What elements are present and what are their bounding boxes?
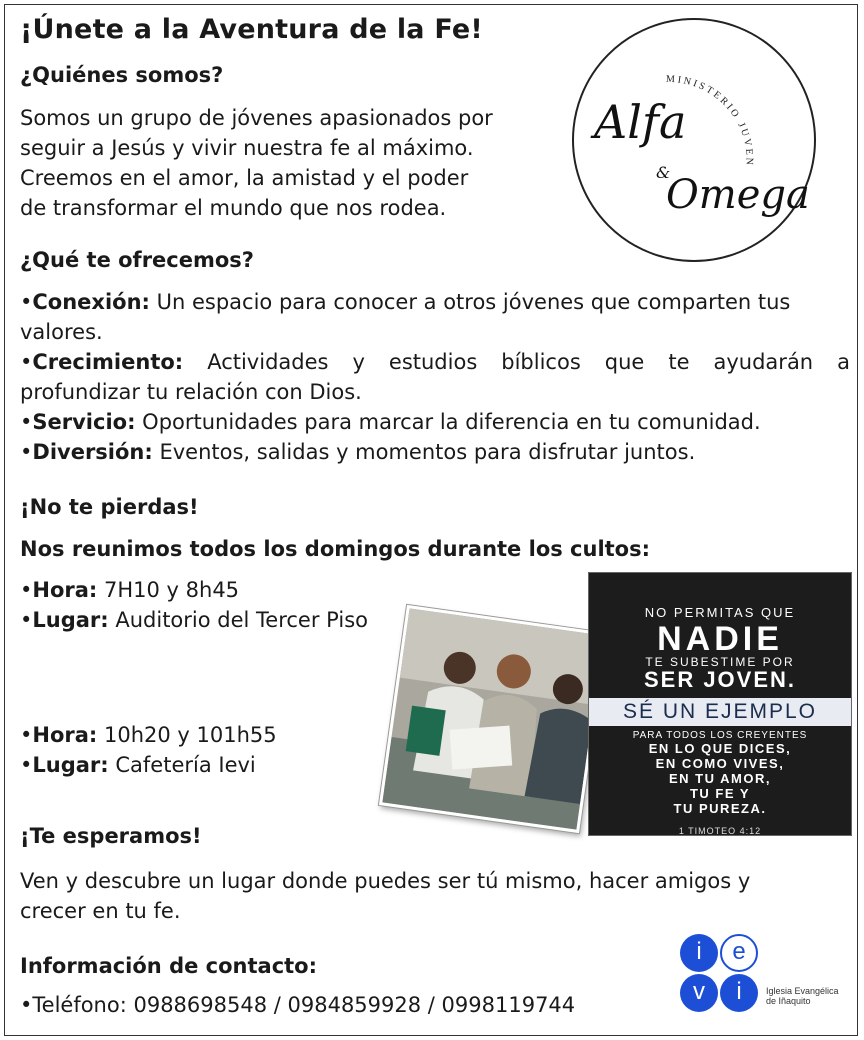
alfa-omega-logo	[572, 18, 816, 262]
verse-line: TE SUBESTIME POR	[645, 655, 795, 669]
verse-line: NADIE	[657, 620, 783, 658]
verse-line: EN TU AMOR,	[669, 771, 771, 786]
offer-item: •Crecimiento: Actividades y estudios bíblicos que te ayudarán a	[20, 350, 850, 374]
ievi-letter: i	[720, 974, 758, 1012]
ievi-logo	[678, 932, 853, 1022]
contact-heading: Información de contacto:	[20, 954, 318, 978]
offer-item: •Conexión: Un espacio para conocer a otros jóvenes que comparten tus	[20, 290, 791, 314]
youth-group-photo	[379, 605, 607, 833]
schedule-lugar: •Lugar: Auditorio del Tercer Piso	[20, 608, 368, 632]
bible-verse-card	[588, 572, 852, 836]
who-heading: ¿Quiénes somos?	[20, 63, 224, 87]
logo-arc-text: MINISTERIO JUVEN	[665, 73, 755, 168]
verse-line: TU FE Y	[689, 786, 751, 801]
verse-band: SÉ UN EJEMPLO	[589, 698, 851, 726]
contact-phones: •Teléfono: 0988698548 / 0984859928 / 0998119744	[20, 993, 576, 1017]
schedule-hora: •Hora: 10h20 y 101h55	[20, 723, 277, 747]
schedule-1	[20, 575, 368, 635]
logo-omega: Omega	[666, 172, 810, 218]
schedule-2	[20, 720, 277, 780]
schedule-lugar: •Lugar: Cafetería Ievi	[20, 753, 256, 777]
offer-item: •Diversión: Eventos, salidas y momentos para disfrutar juntos.	[20, 440, 696, 464]
verse-line: SER JOVEN.	[643, 667, 797, 692]
offer-heading: ¿Qué te ofrecemos?	[20, 248, 254, 272]
verse-reference: 1 TIMOTEO 4:12	[678, 826, 762, 836]
verse-line: TU PUREZA.	[673, 801, 767, 816]
welcome-line: Ven y descubre un lugar donde puedes ser tú mismo, hacer amigos y	[20, 869, 751, 893]
dontmiss-heading: ¡No te pierdas!	[20, 495, 199, 519]
ievi-name-line: Iglesia Evangélica	[766, 986, 839, 996]
verse-line: EN LO QUE DICES,	[648, 741, 792, 756]
verse-line: PARA TODOS LOS CREYENTES	[632, 730, 808, 741]
ievi-name	[766, 986, 839, 1006]
who-line: de transformar el mundo que nos rodea.	[20, 196, 447, 220]
ievi-letter: v	[680, 974, 718, 1012]
logo-amp: &	[656, 163, 671, 182]
welcome-paragraph	[20, 866, 750, 926]
flyer-title: ¡Únete a la Aventura de la Fe!	[20, 14, 483, 45]
who-line: Creemos en el amor, la amistad y el poder	[20, 166, 469, 190]
offer-item-cont: valores.	[20, 320, 103, 344]
logo-alfa: Alfa	[594, 95, 687, 149]
who-line: Somos un grupo de jóvenes apasionados por	[20, 106, 493, 130]
welcome-line: crecer en tu fe.	[20, 899, 181, 923]
ievi-letter: e	[720, 934, 758, 972]
who-line: seguir a Jesús y vivir nuestra fe al máximo.	[20, 136, 474, 160]
offer-item-cont: profundizar tu relación con Dios.	[20, 380, 362, 404]
offer-item: •Servicio: Oportunidades para marcar la diferencia en tu comunidad.	[20, 410, 761, 434]
verse-line: EN COMO VIVES,	[655, 756, 785, 771]
who-paragraph	[20, 103, 540, 223]
ievi-name-line: de Iñaquito	[766, 996, 811, 1006]
welcome-heading: ¡Te esperamos!	[20, 824, 202, 848]
ievi-letter: i	[680, 934, 718, 972]
schedule-hora: •Hora: 7H10 y 8h45	[20, 578, 240, 602]
verse-line: NO PERMITAS QUE	[644, 605, 796, 620]
offer-list	[20, 287, 850, 467]
logo-graphic	[574, 20, 814, 260]
dontmiss-sub: Nos reunimos todos los domingos durante los cultos:	[20, 537, 651, 561]
